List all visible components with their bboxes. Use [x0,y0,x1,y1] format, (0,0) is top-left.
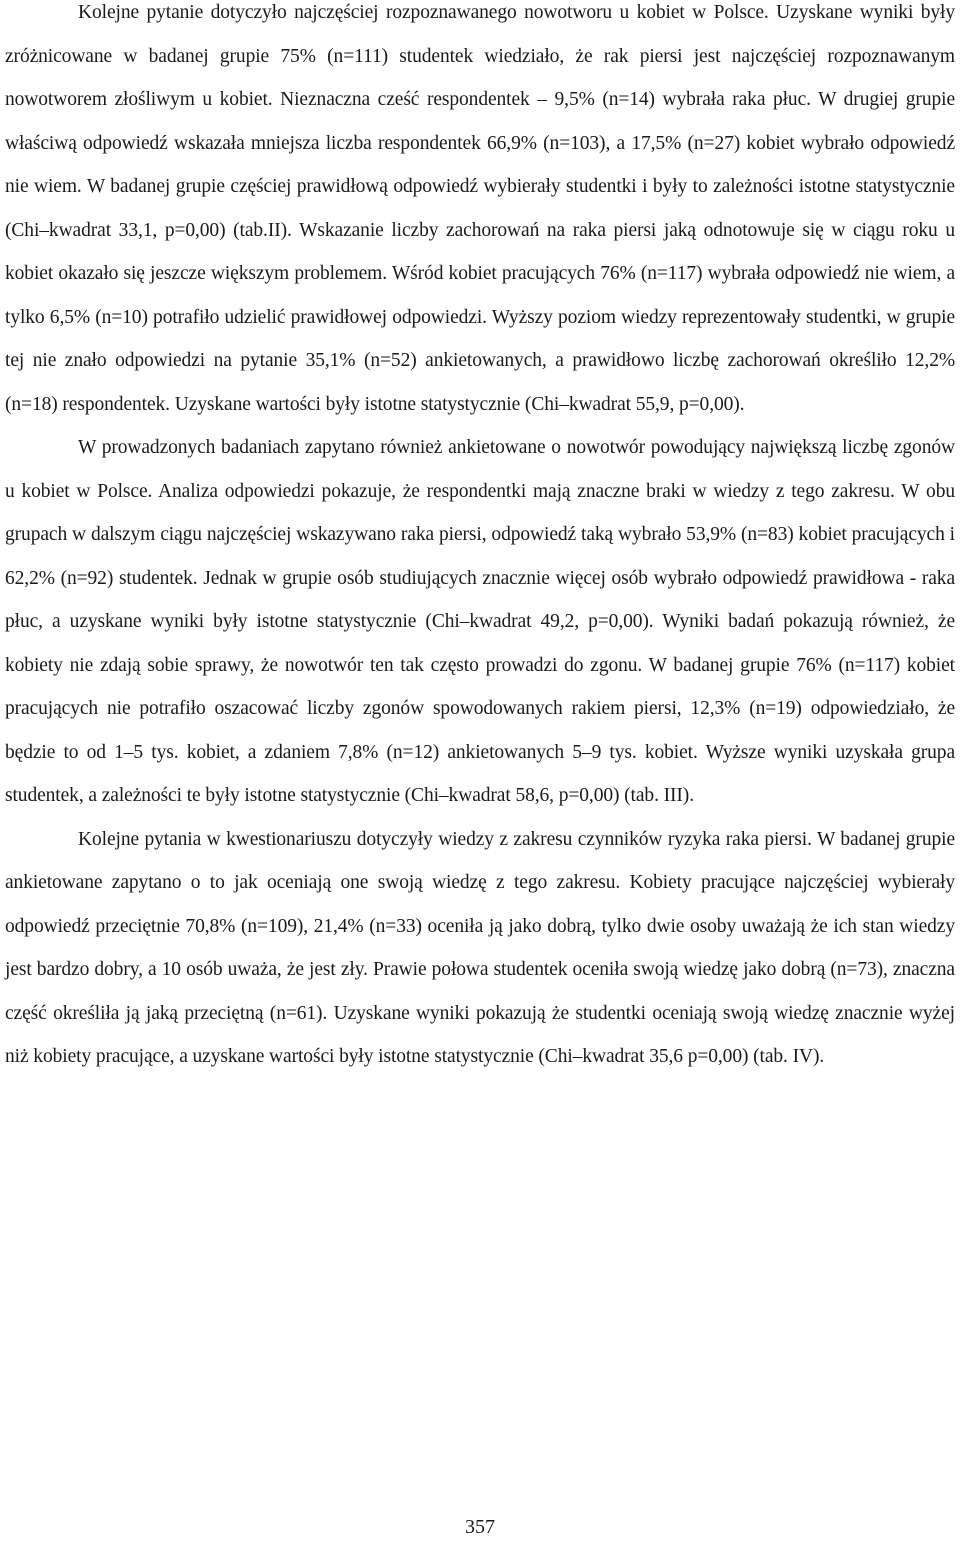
paragraph-mortality: W prowadzonych badaniach zapytano również ankietowane o nowotwór powodujący największą liczbę zgonów u kobiet w Polsce. Analiza odpowiedzi pokazuje, że respondentki mają znaczne braki w wiedzy z tego zakresu. W obu grupach w dalszym ciągu najczęściej wskazywano raka piersi, odpowiedź taką wybrało 53,9% (n=83) kobiet pracujących i 62,2% (n=92) studentek. Jednak w grupie osób studiujących znacznie więcej osób wybrało odpowiedź prawidłowa - raka płuc, a uzyskane wyniki były istotne statystycznie (Chi–kwadrat 49,2, p=0,00). Wyniki badań pokazują również, że kobiety nie zdają sobie sprawy, że nowotwór ten tak często prowadzi do zgonu. W badanej grupie 76% (n=117) kobiet pracujących nie potrafiło oszacować liczby zgonów spowodowanych rakiem piersi, 12,3% (n=19) odpowiedziało, że będzie to od 1–5 tys. kobiet, a zdaniem 7,8% (n=12) ankietowanych 5–9 tys. kobiet. Wyższe wyniki uzyskała grupa studentek, a zależności te były istotne statystycznie (Chi–kwadrat 58,6, p=0,00) (tab. III). [5,437,955,806]
document-page [5,0,955,1079]
paragraph-incidence: Kolejne pytanie dotyczyło najczęściej rozpoznawanego nowotworu u kobiet w Polsce. Uzyskane wyniki były zróżnicowane w badanej grupie 75% (n=111) studentek wiedziało, że rak piersi jest najczęściej rozpoznawanym nowotworem złośliwym u kobiet. Nieznaczna cześć respondentek – 9,5% (n=14) wybrała raka płuc. W drugiej grupie właściwą odpowiedź wskazała mniejsza liczba respondentek 66,9% (n=103), a 17,5% (n=27) kobiet wybrało odpowiedź nie wiem. W badanej grupie częściej prawidłową odpowiedź wybierały studentki i były to zależności istotne statystycznie (Chi–kwadrat 33,1, p=0,00) (tab.II). Wskazanie liczby zachorowań na raka piersi jaką odnotowuje się w ciągu roku u kobiet okazało się jeszcze większym problemem. Wśród kobiet pracujących 76% (n=117) wybrała odpowiedź nie wiem, a tylko 6,5% (n=10) potrafiło udzielić prawidłowej odpowiedzi. Wyższy poziom wiedzy reprezentowały studentki, w grupie tej nie znało odpowiedzi na pytanie 35,1% (n=52) ankietowanych, a prawidłowo liczbę zachorowań określiło 12,2% (n=18) respondentek. Uzyskane wartości były istotne statystycznie (Chi–kwadrat 55,9, p=0,00). [5,2,955,415]
page-number: 357 [465,1516,495,1538]
paragraph-risk-factors: Kolejne pytania w kwestionariuszu dotyczyły wiedzy z zakresu czynników ryzyka raka piersi. W badanej grupie ankietowane zapytano o to jak oceniają one swoją wiedzę z tego zakresu. Kobiety pracujące najczęściej wybierały odpowiedź przeciętnie 70,8% (n=109), 21,4% (n=33) oceniła ją jako dobrą, tylko dwie osoby uważają że ich stan wiedzy jest bardzo dobry, a 10 osób uważa, że jest zły. Prawie połowa studentek oceniła swoją wiedzę jako dobrą (n=73), znaczna część określiła ją jaką przeciętną (n=61). Uzyskane wyniki pokazują że studentki oceniają swoją wiedzę znacznie wyżej niż kobiety pracujące, a uzyskane wartości były istotne statystycznie (Chi–kwadrat 35,6 p=0,00) (tab. IV). [5,828,955,1067]
